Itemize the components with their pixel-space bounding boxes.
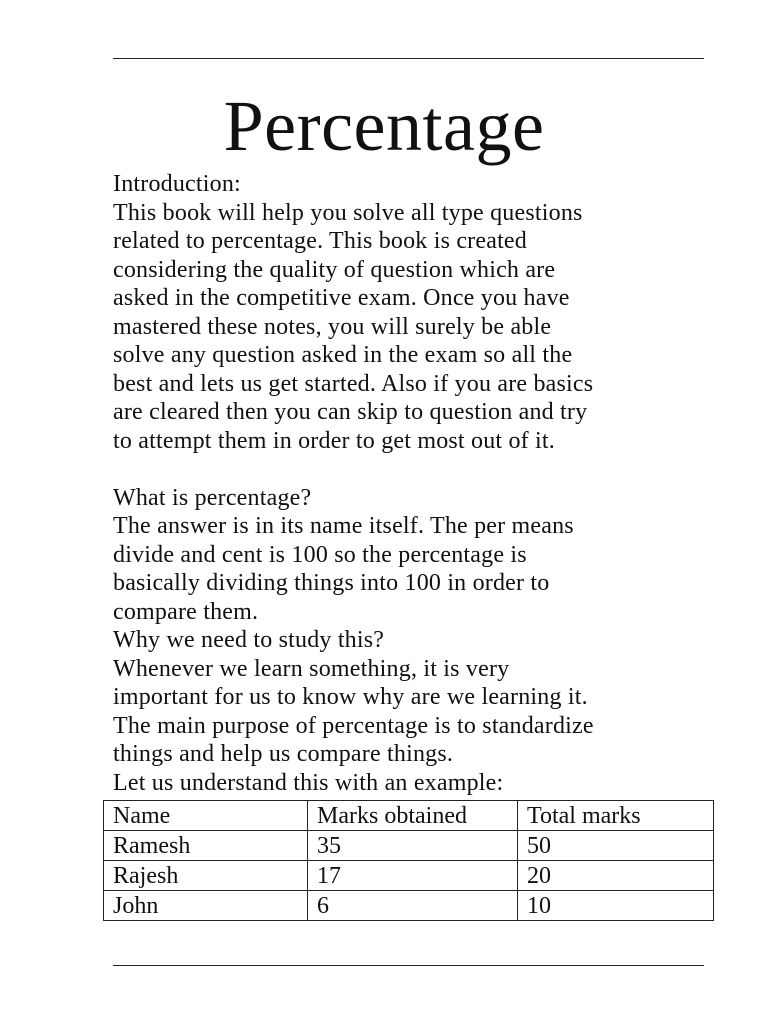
- body-text: [113, 170, 713, 797]
- why-line: things and help us compare things.: [113, 741, 454, 767]
- cell-marks-obtained: 6: [308, 891, 518, 921]
- intro-line: considering the quality of question which are: [113, 256, 556, 283]
- why-heading: Why we need to study this?: [113, 627, 385, 653]
- why-line: Let us understand this with an example:: [113, 769, 504, 796]
- paragraph-gap: [113, 455, 713, 484]
- cell-total-marks: 20: [518, 861, 714, 891]
- header-marks-obtained: Marks obtained: [308, 801, 518, 831]
- bottom-rule: [113, 965, 704, 966]
- cell-marks-obtained: 17: [308, 861, 518, 891]
- why-line: The main purpose of percentage is to standardize: [113, 712, 594, 739]
- what-line: The answer is in its name itself. The per means: [113, 513, 574, 539]
- table-row: [104, 891, 714, 921]
- intro-line: are cleared then you can skip to question and try: [113, 399, 588, 425]
- what-line: divide and cent is 100 so the percentage is: [113, 541, 527, 568]
- header-name: Name: [104, 801, 308, 831]
- intro-line: This book will help you solve all type questions: [113, 199, 583, 226]
- table-row: [104, 861, 714, 891]
- cell-total-marks: 10: [518, 891, 714, 921]
- intro-line: asked in the competitive exam. Once you have: [113, 285, 570, 311]
- table-row: [104, 831, 714, 861]
- intro-heading: Introduction:: [113, 171, 241, 197]
- cell-name: Rajesh: [104, 861, 308, 891]
- why-line: important for us to know why are we learning it.: [113, 684, 588, 710]
- cell-marks-obtained: 35: [308, 831, 518, 861]
- what-line: compare them.: [113, 598, 259, 625]
- what-line: basically dividing things into 100 in order to: [113, 570, 550, 596]
- what-heading: What is percentage?: [113, 484, 312, 511]
- intro-line: mastered these notes, you will surely be able: [113, 313, 552, 340]
- intro-line: to attempt them in order to get most out of it.: [113, 427, 555, 454]
- page-title: Percentage: [223, 86, 545, 166]
- top-rule: [113, 58, 704, 59]
- table-header-row: [104, 801, 714, 831]
- marks-table: [103, 800, 714, 921]
- intro-line: best and lets us get started. Also if you are basics: [113, 370, 594, 397]
- intro-line: solve any question asked in the exam so all the: [113, 342, 573, 368]
- intro-line: related to percentage. This book is created: [113, 228, 527, 254]
- why-line: Whenever we learn something, it is very: [113, 655, 510, 682]
- cell-name: John: [104, 891, 308, 921]
- cell-name: Ramesh: [104, 831, 308, 861]
- header-total-marks: Total marks: [518, 801, 714, 831]
- cell-total-marks: 50: [518, 831, 714, 861]
